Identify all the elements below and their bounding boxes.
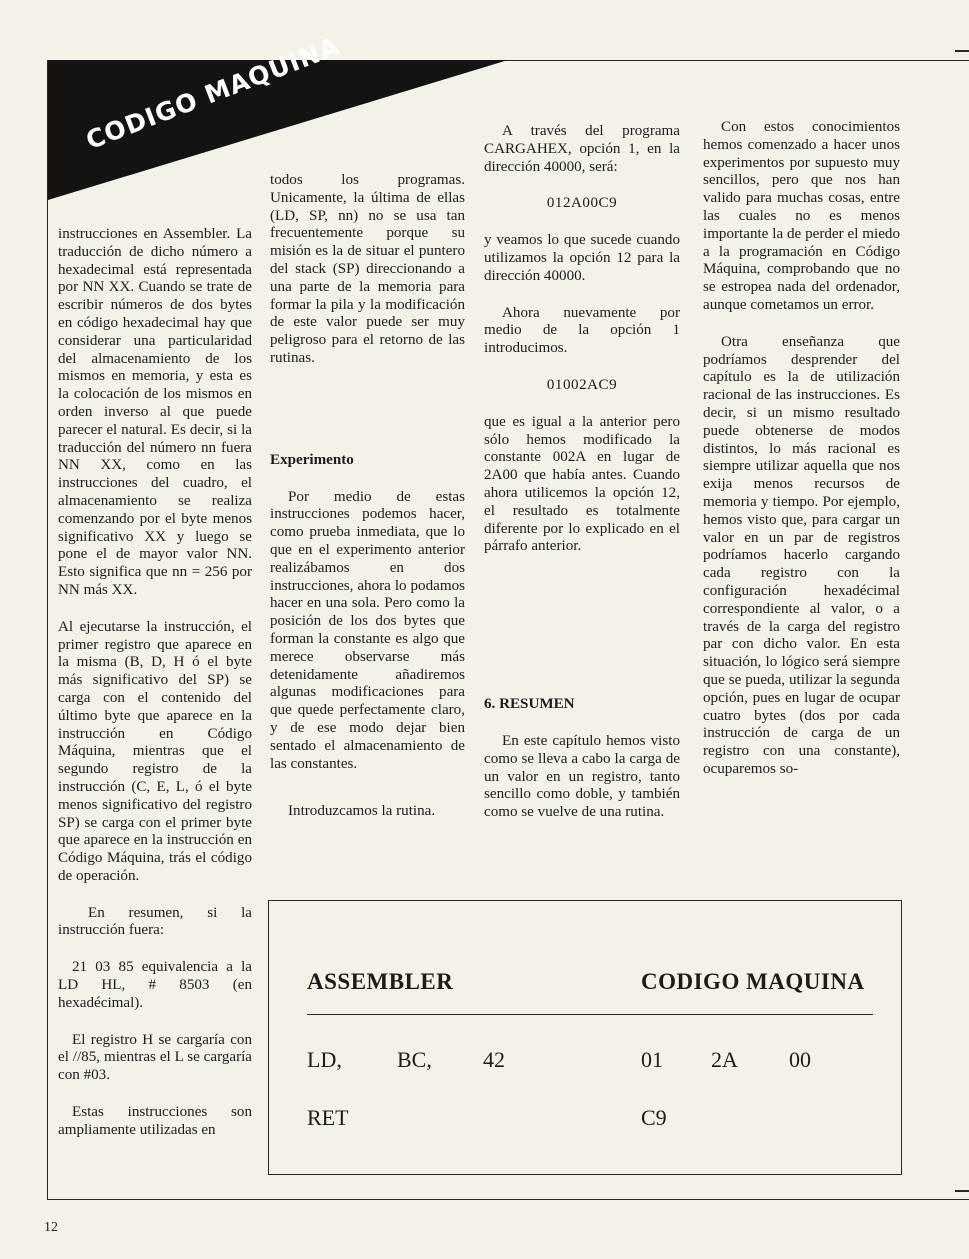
col2-paragraph-1: todos los programas. Unicamente, la última de ellas (LD, SP, nn) no se usa tan frecuentemente porque su misión es la de situar el puntero del stack (SP) direccionando a una parte de la memoria para formar la pila y la modificación de este valor puede ser muy peligroso para el retorno de las rutinas. xyxy=(270,172,465,366)
summary-heading: 6. RESUMEN xyxy=(484,696,575,713)
section-title: CODIGO MAQUINA xyxy=(82,31,344,156)
edge-mark-bottom xyxy=(955,1190,969,1192)
page-number: 12 xyxy=(44,1220,58,1235)
col3-paragraph-3: Ahora nuevamente por medio de la opción 1 introducimos. xyxy=(484,304,680,357)
col1-paragraph-5: El registro H se cargaría con el //85, mientras el L se cargaría con #03. xyxy=(58,1031,252,1084)
col1-paragraph-3: En resumen, si la instrucción fuera: xyxy=(58,904,252,939)
column-4 xyxy=(703,119,900,798)
code-listing-2: 01002AC9 xyxy=(546,376,618,393)
row1-byte-3: 00 xyxy=(789,1047,811,1072)
row1-register: BC, xyxy=(397,1047,432,1072)
row1-value: 42 xyxy=(483,1047,505,1072)
column-3 xyxy=(484,123,680,841)
col1-paragraph-2: Al ejecutarse la instrucción, el primer registro que aparece en la misma (B, D, H ó el byte más significativo del SP) se carga con el contenido del último byte que aparece en la instrucción en Código Máquina, mientras que el segundo registro de la instrucción (C, E, L, ó el byte menos significativo del registro SP) se carga con el primer byte que aparece en la instrucción en Código Máquina, trás el código de operación. xyxy=(58,618,252,884)
row1-byte-2: 2A xyxy=(711,1047,738,1072)
col2-paragraph-2: Por medio de estas instrucciones podemos hacer, como prueba inmediata, que lo que en el experimento anterior realizábamos en dos instrucciones, ahora lo podamos hacer en una sola. Pero como la posición de los dos bytes que forman la constante es algo que merece observarse más detenidamente añadiremos algunas modificaciones para que quede perfectamente claro, y de ese modo dejar bien sentado el almacenamiento de las constantes. xyxy=(270,488,465,772)
col3-paragraph-1: A través del programa CARGAHEX, opción 1, en la dirección 40000, será: xyxy=(484,123,680,175)
experiment-heading: Experimento xyxy=(270,451,354,468)
col1-paragraph-1: instrucciones en Assembler. La traducción de dicho número a hexadecimal está representada por NN XX. Cuando se trate de escribir números de dos bytes en código hexadecimal hay que considerar una particularidad del almacenamiento de los mismos en memoria, y esta es la colocación de los mismos en orden inverso al que puede parecer el natural. Es decir, si la traducción del número nn fuera NN XX, como en las instrucciones del cuadro, el almacenamiento se realiza comenzando por el byte menos significativo XX y luego se pone el de mayor valor NN. Esto significa que nn = 256 por NN más XX. xyxy=(58,226,252,598)
edge-mark-top xyxy=(955,50,969,52)
table-divider xyxy=(307,1014,873,1015)
col1-paragraph-4: 21 03 85 equivalencia a la LD HL, # 8503 (en hexadécimal). xyxy=(58,959,252,1011)
row1-opcode: LD, xyxy=(307,1047,342,1072)
col4-paragraph-1: Con estos conocimientos hemos comenzado a hacer unos experimentos por supuesto muy sencillos, pero que nos han valido para muchas cosas, entre las cuales no es menos importante la de perder el miedo a la programación en Código Máquina, comprobando que no se estropea nada del ordenador, aunque cometamos un error. xyxy=(703,119,900,313)
row2-byte-1: C9 xyxy=(641,1105,667,1130)
code-table xyxy=(268,900,902,1175)
col3-paragraph-4: que es igual a la anterior pero sólo hemos modificado la constante 002A en lugar de 2A00 que había antes. Cuando ahora utilicemos la opción 12, el resultado es totalmente diferente por lo explicado en el párrafo anterior. xyxy=(484,413,680,555)
assembler-header: ASSEMBLER xyxy=(307,969,454,994)
col2-paragraph-3: Introduzcamos la rutina. xyxy=(288,803,436,820)
code-listing-1: 012A00C9 xyxy=(546,195,618,212)
column-1 xyxy=(58,226,252,1159)
col4-paragraph-2: Otra enseñanza que podríamos desprender del capítulo es la de utilización racional de las instrucciones. Es decir, si un mismo resultado puede obtenerse de modos distintos, lo más racional es siempre utilizar aquella que nos exija menos recursos de memoria y tiempo. Por ejemplo, hemos visto que, para cargar un valor en un par de registros podríamos hacerlo cargando cada registro con la configuración hexadécimal correspondiente al valor, o a través de la carga del registro par con dicho valor. En esta situación, lo lógico será siempre que se pueda, utilizar la segunda opción, pues en lugar de ocupar cuatro bytes (dos por cada instrucción de carga de un registro con una constante), ocuparemos so- xyxy=(703,333,900,777)
col3-paragraph-2: y veamos lo que sucede cuando utilizamos la opción 12 para la dirección 40000. xyxy=(484,232,680,284)
machine-code-header: CODIGO MAQUINA xyxy=(641,969,865,994)
column-2 xyxy=(270,172,465,840)
col1-paragraph-6: Estas instrucciones son ampliamente utilizadas en xyxy=(58,1104,252,1138)
row1-byte-1: 01 xyxy=(641,1047,663,1072)
col3-paragraph-5: En este capítulo hemos visto como se lleva a cabo la carga de un valor en un registro, tanto sencillo como doble, y también como se vuelve de una rutina. xyxy=(484,732,680,821)
row2-opcode: RET xyxy=(307,1105,349,1130)
